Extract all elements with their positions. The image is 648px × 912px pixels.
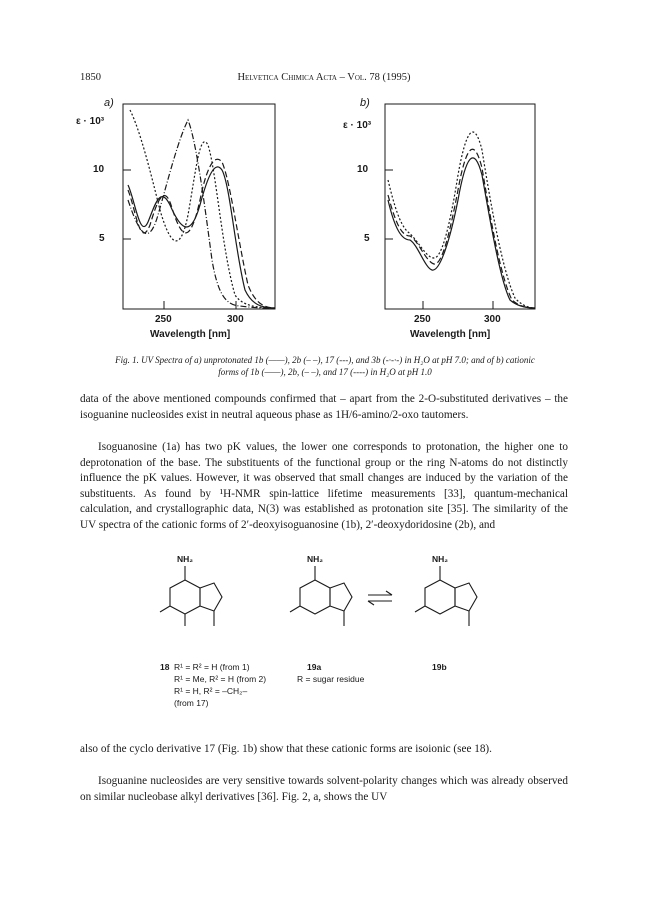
panel-b-label: b) xyxy=(360,97,370,109)
panel-a-xtick-250: 250 xyxy=(155,314,172,325)
r-sugar: R = sugar residue xyxy=(297,674,365,684)
para2-text: Isoguanosine (1a) has two pK values, the lower one corresponds to protonation, the higher one to deprotonation of the base. The substituents of the functional group or the ring N-atoms do not distinctly influence the pK values. However, it was observed that small changes are induced by the variation of the substituents. As found by ¹H-NMR spin-lattice lifetime measurements [33], quantum-mechanical calculation, and crystallographic data, N(3) was established as protonation site [35]. The similarity of the UV spectra of the cationic forms of 2′-deoxyisoguanosine (1b), 2′-deoxydoridosine (2b), and xyxy=(80,441,568,531)
figure-caption xyxy=(80,354,570,378)
panel-b-ytick-5: 5 xyxy=(364,233,370,244)
body-paragraph-2 xyxy=(80,440,568,534)
journal-title: Helvetica Chimica Acta – Vol. 78 (1995) xyxy=(237,72,411,83)
panel-b-curves xyxy=(388,132,535,308)
curve-3b-neutral xyxy=(128,120,275,308)
label-19b: 19b xyxy=(432,662,447,672)
panel-b-ytick-10: 10 xyxy=(357,164,369,175)
body-paragraph-4 xyxy=(80,774,568,805)
panel-b-frame xyxy=(385,104,535,309)
r-line-3: R¹ = H, R² = –CH₂– xyxy=(174,686,248,696)
curve-17-cationic xyxy=(388,132,535,308)
para4-text: Isoguanine nucleosides are very sensitive towards solvent-polarity changes which was already observed on similar nucleobase alkyl derivatives [36]. Fig. 2, a, shows the UV xyxy=(80,775,568,803)
panel-b-xtick-250: 250 xyxy=(414,314,431,325)
page-number: 1850 xyxy=(80,72,101,83)
panel-b-xlabel: Wavelength [nm] xyxy=(410,329,491,340)
struct-19b-pyrimidine-ring xyxy=(425,580,455,614)
panel-a-xtick-300: 300 xyxy=(227,314,244,325)
struct-18-pyrimidine-ring xyxy=(170,580,200,614)
body-paragraph-3 xyxy=(80,742,568,758)
para1-text: data of the above mentioned compounds confirmed that – apart from the 2-O-substituted derivatives – the isoguanine nucleosides exist in neutral aqueous phase as 1H/6-amino/2-oxo tautomers. xyxy=(80,393,568,421)
para3-text: also of the cyclo derivative 17 (Fig. 1b) show that these cationic forms are isoionic (see 18). xyxy=(80,743,492,755)
s19b-nh2: NH₂ xyxy=(432,554,449,564)
curve-1b-cationic xyxy=(388,158,535,308)
panel-a-ytick-5: 5 xyxy=(99,233,105,244)
panel-b-xtick-300: 300 xyxy=(484,314,501,325)
s18-nh2: NH₂ xyxy=(177,554,194,564)
r-line-4: (from 17) xyxy=(174,698,209,708)
curve-2b-cationic xyxy=(388,149,535,308)
struct-18-imidazole-ring xyxy=(200,583,222,611)
uv-spectra-figure xyxy=(0,0,648,360)
label-18: 18 xyxy=(160,662,170,672)
struct-19a-imidazole-ring xyxy=(330,583,352,611)
panel-a-ylabel: ε · 10³ xyxy=(76,116,105,127)
panel-a-ytick-10: 10 xyxy=(93,164,105,175)
r-line-2: R¹ = Me, R² = H (from 2) xyxy=(174,674,267,684)
caption-line-1: Fig. 1. UV Spectra of a) unprotonated 1b (——), 2b (– –), 17 (---), and 3b (-·-·-) in H₂O at pH 7.0; and of b) cationic xyxy=(115,355,535,365)
panel-a-curves xyxy=(128,110,275,308)
r-line-1: R¹ = R² = H (from 1) xyxy=(174,662,250,672)
panel-b-ylabel: ε · 10³ xyxy=(343,120,372,131)
body-paragraph-1 xyxy=(80,392,568,423)
label-19a: 19a xyxy=(307,662,322,672)
panel-a-xlabel: Wavelength [nm] xyxy=(150,329,231,340)
caption-line-2: forms of 1b (——), 2b, (– –), and 17 (----) in H₂O at pH 1.0 xyxy=(218,367,432,377)
struct-19a-pyrimidine-ring xyxy=(300,580,330,614)
s19a-nh2: NH₂ xyxy=(307,554,324,564)
panel-a-label: a) xyxy=(104,97,114,109)
struct-19b-imidazole-ring xyxy=(455,583,477,611)
curve-17-neutral xyxy=(130,110,275,308)
